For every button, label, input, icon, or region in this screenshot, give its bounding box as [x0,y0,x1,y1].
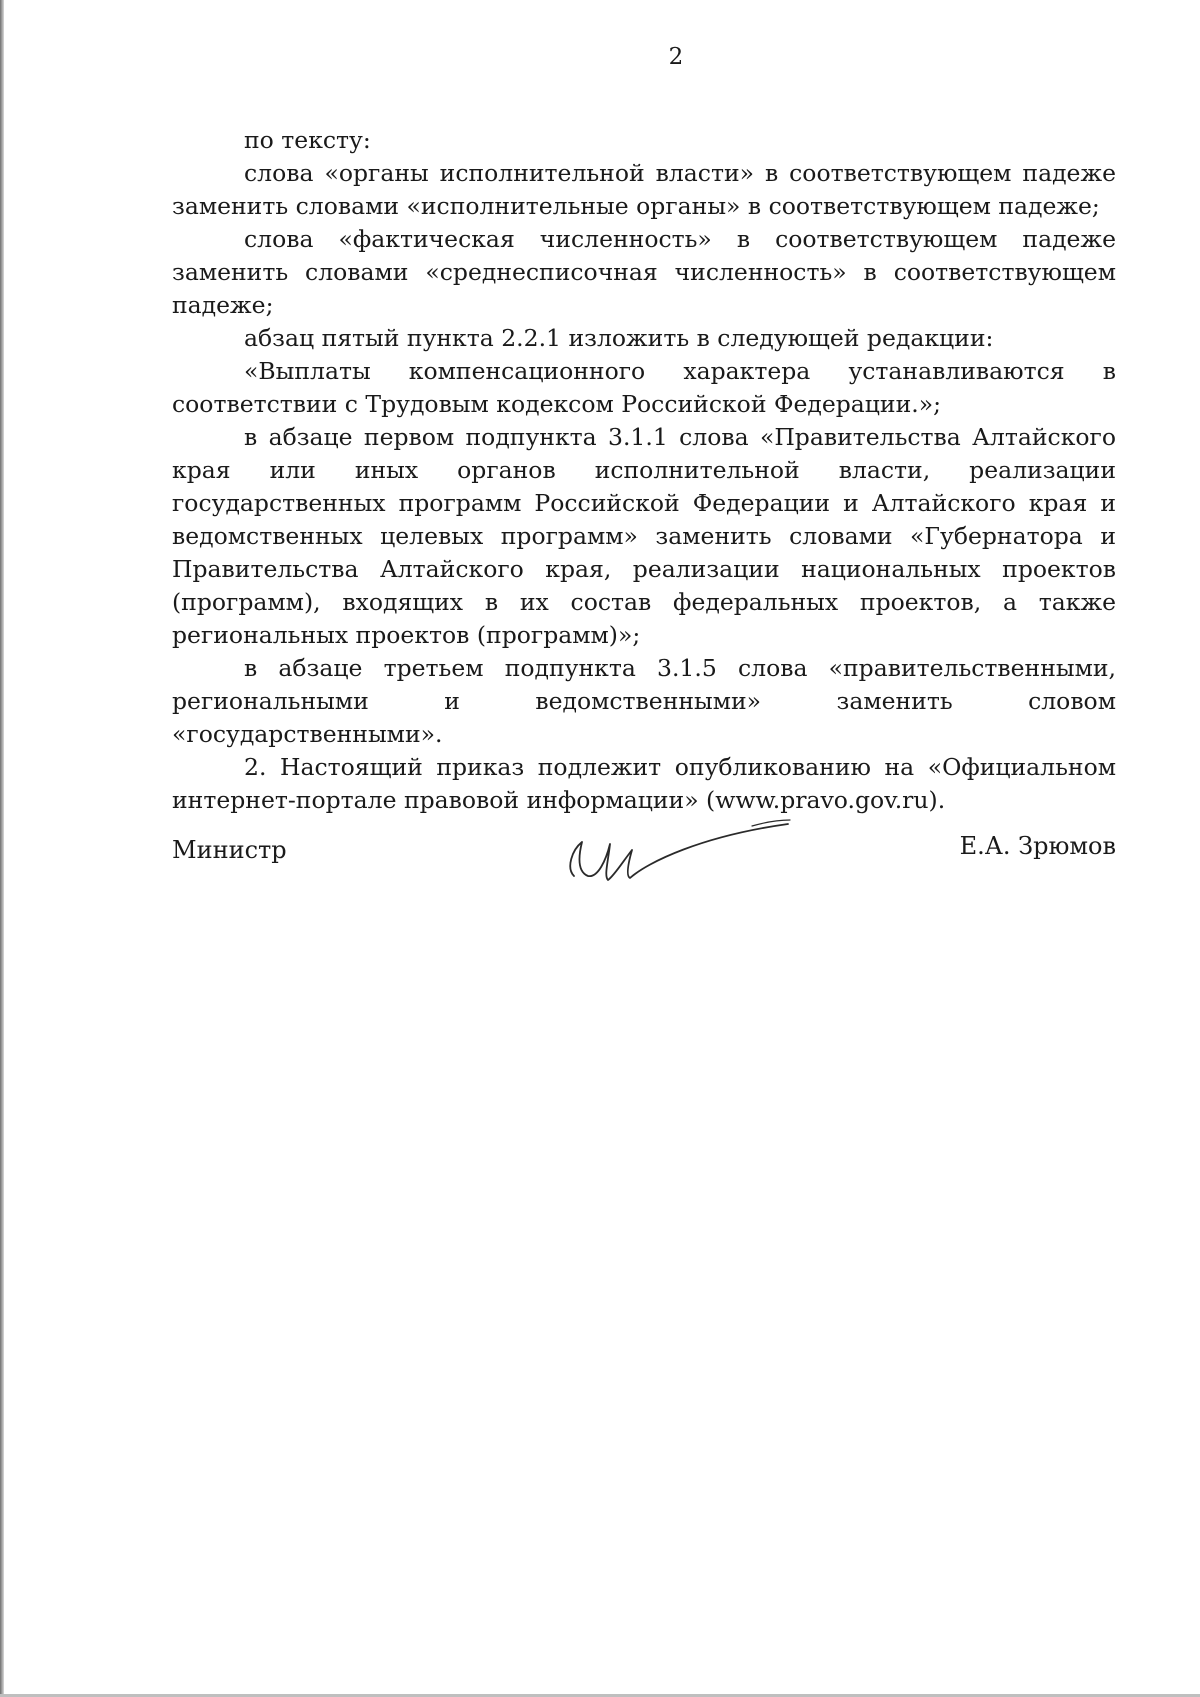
paragraph: по тексту: [244,126,371,154]
paragraph: абзац пятый пункта 2.2.1 изложить в следующей редакции: [244,324,994,352]
handwritten-signature [552,806,792,896]
signature-block [172,818,1116,898]
paragraph: слова «фактическая численность» в соответствующем падеже заменить словами «среднесписочная численность» в соответствующем падеже; [172,225,1116,319]
paragraph: 2. Настоящий приказ подлежит опубликованию на «Официальном интернет-портале правовой информации» (www.pravo.gov.ru). [172,753,1116,814]
page-number: 2 [668,44,684,70]
signatory-position: Министр [172,836,287,864]
document-body [172,124,1116,817]
paragraph: «Выплаты компенсационного характера устанавливаются в соответствии с Трудовым кодексом Российской Федерации.»; [172,357,1116,418]
scan-edge-left [0,0,4,1697]
paragraph: слова «органы исполнительной власти» в соответствующем падеже заменить словами «исполнительные органы» в соответствующем падеже; [172,159,1116,220]
signatory-name: Е.А. Зрюмов [959,832,1116,860]
paragraph: в абзаце третьем подпункта 3.1.5 слова «правительственными, региональными и ведомственными» заменить словом «государственными». [172,654,1116,748]
paragraph: в абзаце первом подпункта 3.1.1 слова «Правительства Алтайского края или иных органов исполнительной власти, реализации государственных программ Российской Федерации и Алтайского края и ведомственных целевых программ» заменить словами «Губернатора и Правительства Алтайского края, реализации национальных проектов (программ), входящих в их состав федеральных проектов, а также региональных проектов (программ)»; [172,423,1116,649]
